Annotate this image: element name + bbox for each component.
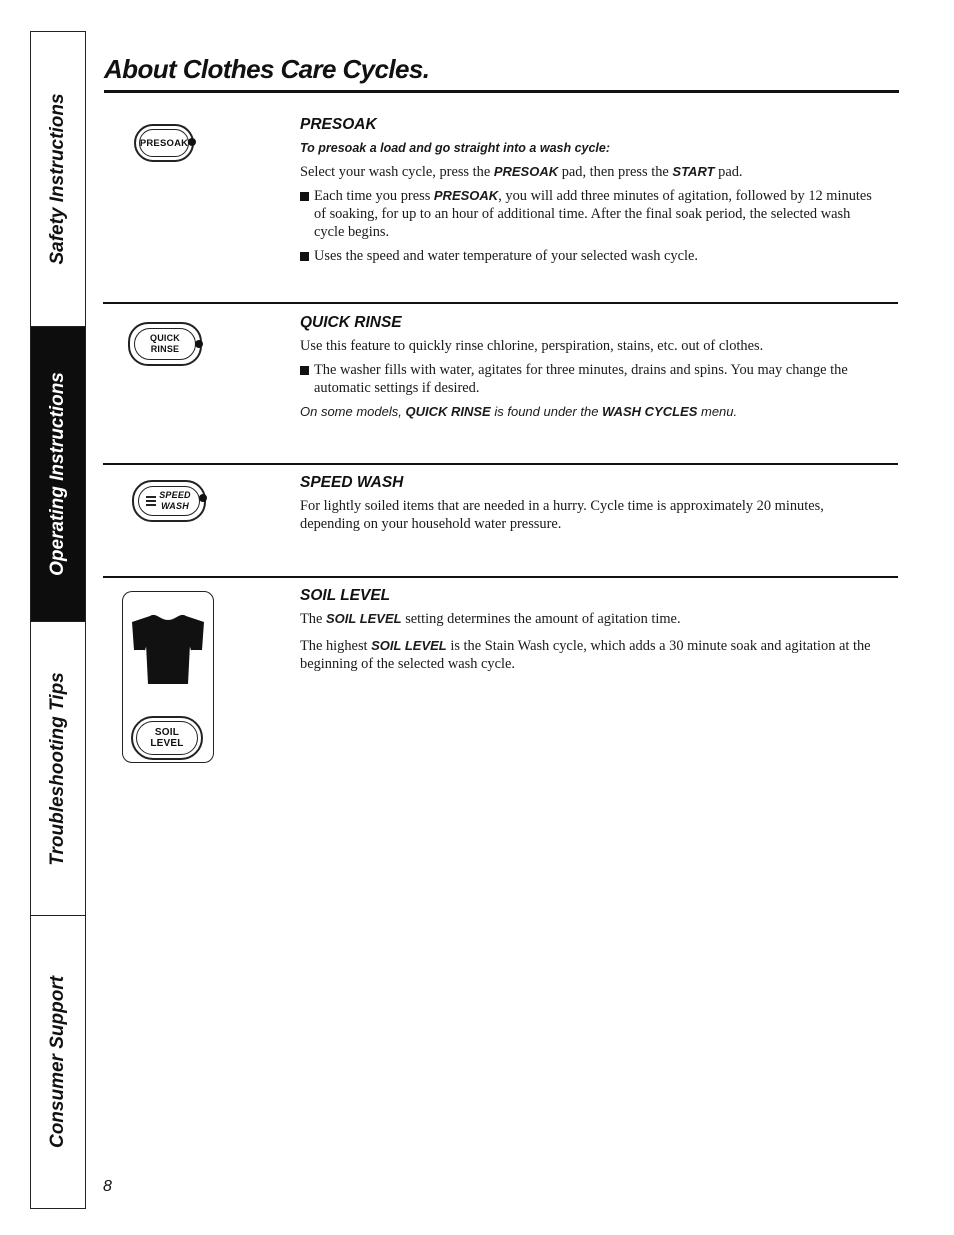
bullet-square-icon xyxy=(300,252,309,261)
presoak-subheading: To presoak a load and go straight into a wash cycle: xyxy=(300,141,611,155)
tab-operating-instructions[interactable] xyxy=(31,327,85,622)
soil-level-text: The SOIL LEVEL setting determines the amount of agitation time. xyxy=(300,611,681,627)
quick-rinse-note: On some models, QUICK RINSE is found under the WASH CYCLES menu. xyxy=(300,404,738,419)
shirt-icon xyxy=(128,608,208,704)
indicator-light-icon xyxy=(199,494,207,502)
button-line: QUICK xyxy=(150,333,180,343)
tab-label: Troubleshooting Tips xyxy=(47,671,68,866)
soil-level-text-2: The highest SOIL LEVEL is the Stain Wash cycle, which adds a 30 minute soak and agitation at the beginning of the selected wash cycle. xyxy=(300,638,871,672)
tab-label: Operating Instructions xyxy=(47,372,68,576)
speed-wash-text: For lightly soiled items that are needed in a hurry. Cycle time is approximately 20 minutes, depending on your household water pressure. xyxy=(300,498,824,532)
list-item: The washer fills with water, agitates for three minutes, drains and spins. You may change the automatic settings if desired. xyxy=(300,361,880,397)
button-line: SPEED xyxy=(159,490,191,500)
title-divider xyxy=(104,90,899,93)
soil-level-button-label xyxy=(136,721,198,755)
quick-rinse-heading: QUICK RINSE xyxy=(300,314,402,331)
bullet-square-icon xyxy=(300,366,309,375)
presoak-button-label: PRESOAK xyxy=(139,129,189,157)
tab-troubleshooting-tips[interactable] xyxy=(31,622,85,916)
speed-wash-button-illustration xyxy=(132,480,206,522)
section-tabs xyxy=(30,31,86,1209)
button-line: SOIL xyxy=(154,727,180,738)
soil-level-heading: SOIL LEVEL xyxy=(300,587,391,604)
list-item: Uses the speed and water temperature of your selected wash cycle. xyxy=(300,247,880,265)
tab-label: Safety Instructions xyxy=(47,93,68,265)
quick-rinse-section xyxy=(300,314,880,421)
soil-level-button-illustration xyxy=(131,716,203,760)
presoak-instructions: Select your wash cycle, press the PRESOAK pad, then press the START pad. xyxy=(300,164,743,180)
page-title: About Clothes Care Cycles. xyxy=(104,54,430,84)
button-line: RINSE xyxy=(150,344,180,354)
indicator-light-icon xyxy=(188,138,196,146)
indicator-light-icon xyxy=(195,340,203,348)
presoak-button-illustration xyxy=(134,124,194,162)
presoak-heading: PRESOAK xyxy=(300,116,377,133)
bullet-square-icon xyxy=(300,192,309,201)
button-line: LEVEL xyxy=(150,738,184,749)
section-divider xyxy=(103,302,898,304)
page-number: 8 xyxy=(103,1178,112,1195)
tab-consumer-support[interactable] xyxy=(31,916,85,1208)
speed-wash-heading: SPEED WASH xyxy=(300,474,404,491)
quick-rinse-button-illustration xyxy=(128,322,202,366)
soil-level-section xyxy=(300,587,880,679)
speed-wash-section xyxy=(300,474,880,539)
speed-lines-icon xyxy=(146,496,156,508)
quick-rinse-text: Use this feature to quickly rinse chlorine, perspiration, stains, etc. out of clothes. xyxy=(300,338,764,354)
tab-label: Consumer Support xyxy=(47,975,68,1149)
tab-safety-instructions[interactable] xyxy=(31,32,85,327)
quick-rinse-button-label xyxy=(134,328,196,360)
section-divider xyxy=(103,576,898,578)
list-item: Each time you press PRESOAK, you will add three minutes of agitation, followed by 12 minutes of soaking, for up to an hour of additional time. After the final soak period, the selected wash cycle begins. xyxy=(300,187,880,241)
section-divider xyxy=(103,463,898,465)
presoak-section xyxy=(300,116,880,271)
soil-level-panel-illustration xyxy=(122,591,214,763)
button-line: WASH xyxy=(161,501,189,511)
